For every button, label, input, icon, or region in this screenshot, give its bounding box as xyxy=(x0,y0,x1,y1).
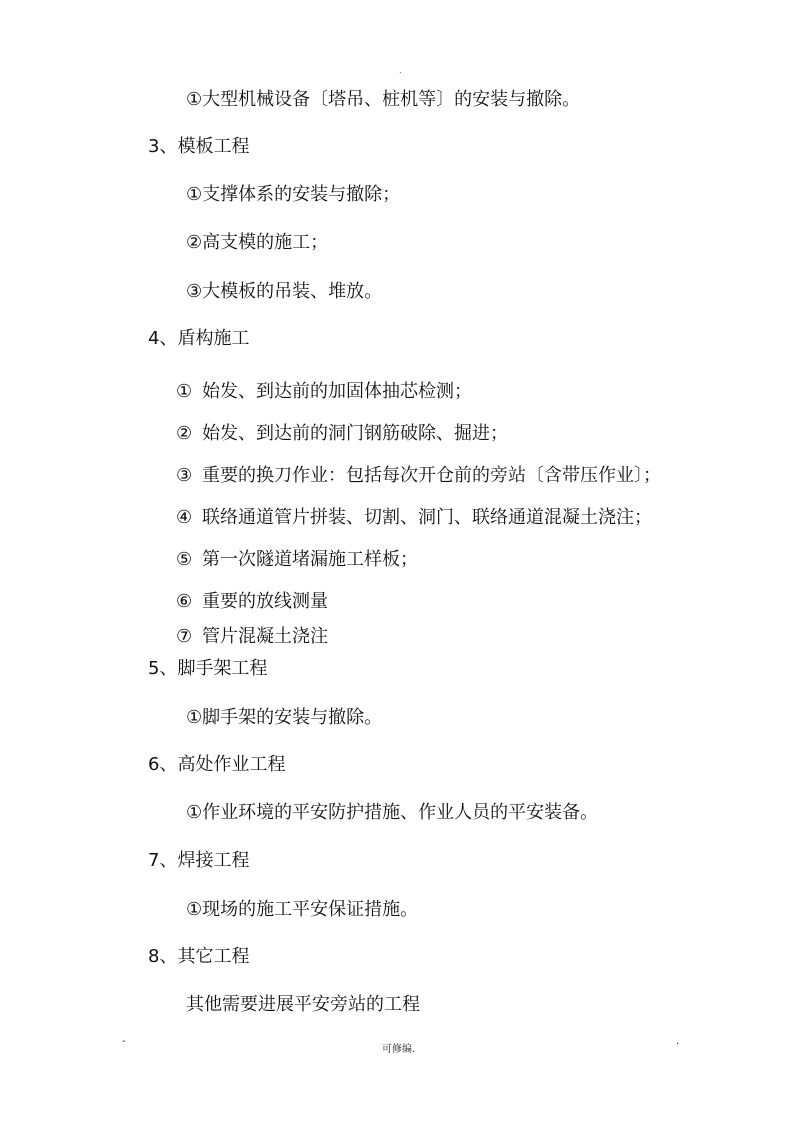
footer-editable-note: 可修编. xyxy=(382,1044,416,1055)
section-3-item: ③大模板的吊装、堆放。 xyxy=(186,281,383,302)
section-4-item xyxy=(176,464,661,488)
item-text: 重要的换刀作业：包括每次开仓前的旁站〔含带压作业〕； xyxy=(202,465,661,486)
item-text: 重要的放线测量 xyxy=(202,591,328,612)
section-7-item: ①现场的施工平安保证措施。 xyxy=(186,899,419,920)
section-4-heading: 4、盾构施工 xyxy=(148,328,250,349)
section-3-heading: 3、模板工程 xyxy=(148,136,250,157)
item-text: 联络通道管片拼装、切割、洞门、联络通道混凝土浇注； xyxy=(202,507,652,528)
section-5-heading: 5、脚手架工程 xyxy=(148,658,268,679)
item-text: 始发、到达前的加固体抽芯检测； xyxy=(202,381,472,402)
section-6-heading: 6、高处作业工程 xyxy=(148,754,286,775)
item-text: 始发、到达前的洞门钢筋破除、掘进； xyxy=(202,423,508,444)
section-3-item: ①支撑体系的安装与撤除； xyxy=(186,184,401,205)
item-marker: ⑦ xyxy=(176,626,193,647)
item-marker: ④ xyxy=(176,507,193,528)
footer-right-mark: . xyxy=(676,1036,680,1047)
section-4-item xyxy=(176,506,652,530)
section-7-heading: 7、焊接工程 xyxy=(148,850,250,871)
top-mark: . xyxy=(399,66,402,75)
item-text: 管片混凝土浇注 xyxy=(202,626,328,647)
section-4-item xyxy=(176,590,328,614)
section-4-item xyxy=(176,625,328,649)
section-4-item xyxy=(176,422,508,446)
section-3-item: ②高支模的施工； xyxy=(186,232,329,253)
item-marker: ⑥ xyxy=(176,591,193,612)
item-marker: ① xyxy=(176,381,193,402)
item-marker: ② xyxy=(176,423,193,444)
item-text: 第一次隧道堵漏施工样板； xyxy=(202,549,418,570)
item-marker: ③ xyxy=(176,465,193,486)
section-8-heading: 8、其它工程 xyxy=(148,946,250,967)
section-8-item: 其他需要进展平安旁站的工程 xyxy=(186,994,420,1015)
section-5-item: ①脚手架的安装与撤除。 xyxy=(186,707,383,728)
section-4-item xyxy=(176,380,472,404)
item-marker: ⑤ xyxy=(176,549,193,570)
intro-item: ①大型机械设备〔塔吊、桩机等〕的安装与撤除。 xyxy=(186,89,581,110)
section-4-item xyxy=(176,548,418,572)
footer-left-mark: - xyxy=(122,1036,126,1047)
section-6-item: ①作业环境的平安防护措施、作业人员的平安装备。 xyxy=(186,802,599,823)
